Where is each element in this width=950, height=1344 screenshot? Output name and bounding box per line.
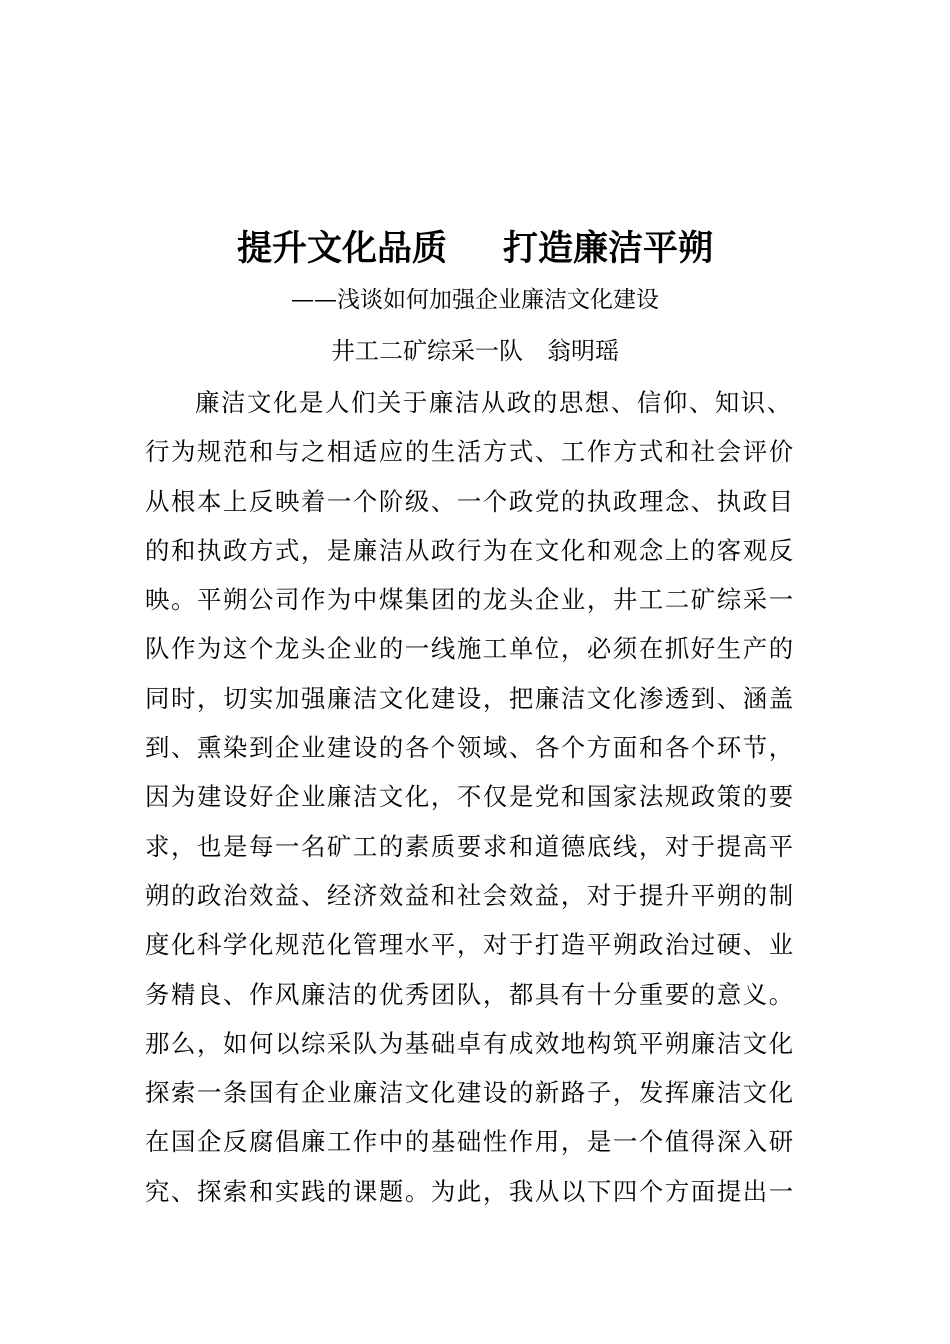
- document-subtitle: ——浅谈如何加强企业廉洁文化建设: [291, 287, 659, 313]
- title-part-2: 打造廉洁平朔: [503, 228, 714, 269]
- author-name: 翁明瑶: [547, 337, 619, 365]
- body-line: 的和执政方式，是廉洁从政行为在文化和观念上的客观反: [145, 535, 795, 565]
- body-line: 廉洁文化是人们关于廉洁从政的思想、信仰、知识、: [195, 388, 793, 417]
- body-line: 求，也是每一名矿工的素质要求和道德底线，对于提高平: [145, 831, 795, 861]
- body-line: 那么，如何以综采队为基础卓有成效地构筑平朔廉洁文化: [145, 1028, 795, 1058]
- body-line: 朔的政治效益、经济效益和社会效益，对于提升平朔的制: [145, 880, 795, 910]
- document-title: [0, 226, 950, 272]
- body-line: 从根本上反映着一个阶级、一个政党的执政理念、执政目: [145, 486, 795, 516]
- author-line: [0, 332, 950, 370]
- body-line: 到、熏染到企业建设的各个领域、各个方面和各个环节，: [145, 733, 795, 763]
- body-line: 行为规范和与之相适应的生活方式、工作方式和社会评价: [145, 437, 795, 467]
- body-line: 队作为这个龙头企业的一线施工单位，必须在抓好生产的: [145, 634, 795, 664]
- body-line: 究、探索和实践的课题。为此，我从以下四个方面提出一: [145, 1176, 795, 1206]
- body-line: 务精良、作风廉洁的优秀团队，都具有十分重要的意义。: [145, 979, 795, 1009]
- body-line: 探索一条国有企业廉洁文化建设的新路子，发挥廉洁文化: [145, 1078, 795, 1108]
- body-line: 度化科学化规范化管理水平，对于打造平朔政治过硬、业: [145, 930, 795, 960]
- author-unit: 井工二矿综采一队: [331, 337, 523, 365]
- body-line: 映。平朔公司作为中煤集团的龙头企业，井工二矿综采一: [145, 585, 795, 615]
- body-line: 因为建设好企业廉洁文化，不仅是党和国家法规政策的要: [145, 782, 795, 812]
- body-paragraph: [145, 378, 815, 1216]
- title-part-1: 提升文化品质: [236, 228, 447, 269]
- body-line: 在国企反腐倡廉工作中的基础性作用，是一个值得深入研: [145, 1127, 795, 1157]
- body-line: 同时，切实加强廉洁文化建设，把廉洁文化渗透到、涵盖: [145, 683, 795, 713]
